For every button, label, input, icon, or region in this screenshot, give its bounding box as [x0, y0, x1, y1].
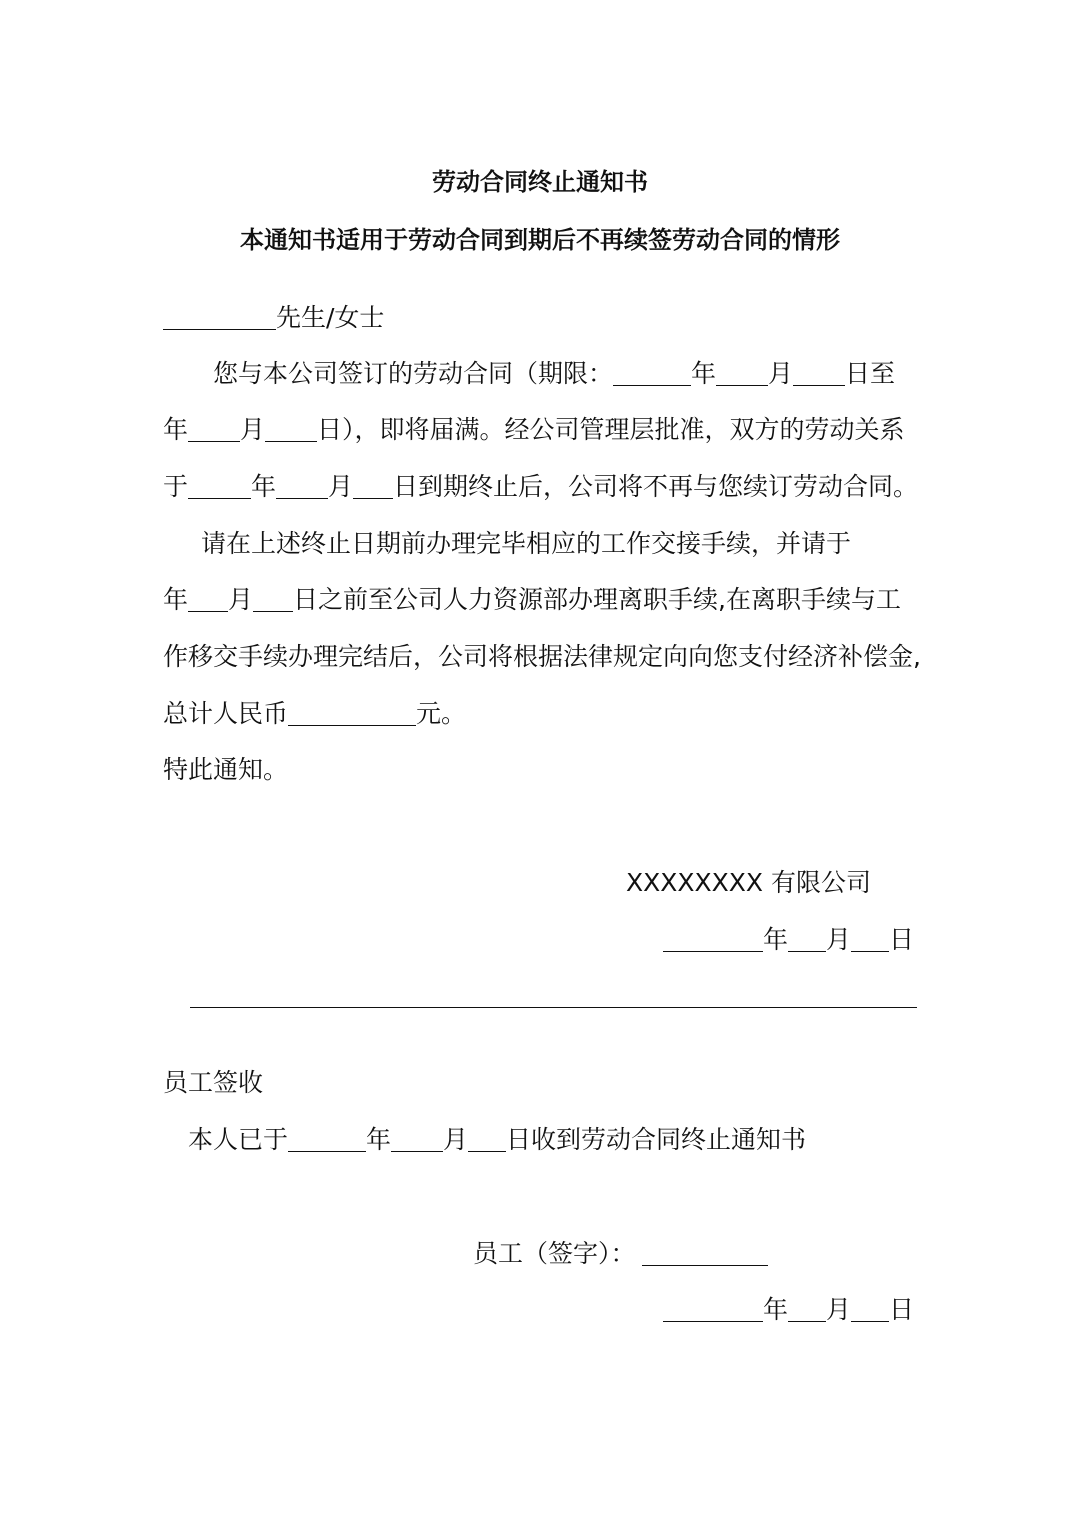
- receipt-heading: 员工签收: [163, 1068, 264, 1097]
- compensation-amount-blank: [288, 699, 416, 726]
- paragraph1-line2: 年 月 日），即将届满。经公司管理层批准，双方的劳动关系: [163, 415, 905, 444]
- paragraph2-line2: 年 月 日之前至公司人力资源部办理离职手续,在离职手续与工: [163, 585, 901, 614]
- paragraph2-line1: 请在上述终止日期前办理完毕相应的工作交接手续，并请于: [201, 529, 852, 558]
- end-day-blank: [265, 415, 317, 442]
- document-title: 劳动合同终止通知书: [432, 168, 648, 196]
- receipt-day-blank: [468, 1125, 506, 1152]
- closing-text: 特此通知。: [163, 755, 289, 784]
- start-year-blank: [613, 359, 691, 386]
- salutation: 先生/女士: [276, 303, 385, 332]
- signature-line: [473, 1238, 768, 1270]
- signature-label: 员工（签字）：: [473, 1239, 636, 1268]
- paragraph2-line3: 作移交手续办理完结后，公司将根据法律规定向向您支付经济补偿金,: [163, 642, 921, 671]
- receipt-statement: 本人已于 年 月 日收到劳动合同终止通知书: [188, 1125, 807, 1154]
- handover-day-blank: [253, 585, 293, 612]
- employee-year-blank: [663, 1295, 763, 1322]
- end-month-blank: [188, 415, 240, 442]
- company-year-blank: [663, 925, 763, 952]
- employee-day-blank: [851, 1295, 889, 1322]
- start-day-blank: [793, 359, 845, 386]
- signature-blank: [642, 1239, 768, 1266]
- employee-date: 年 月 日: [663, 1294, 914, 1326]
- paragraph2-line4: 总计人民币 元。: [163, 699, 467, 728]
- name-blank: [163, 303, 276, 330]
- termination-month-blank: [276, 472, 328, 499]
- company-name: XXXXXXXX 有限公司: [626, 868, 871, 897]
- separator-line: [190, 1007, 917, 1008]
- employee-month-blank: [788, 1295, 826, 1322]
- receipt-month-blank: [391, 1125, 443, 1152]
- document-subtitle: 本通知书适用于劳动合同到期后不再续签劳动合同的情形: [240, 226, 840, 254]
- handover-month-blank: [188, 585, 228, 612]
- company-month-blank: [788, 925, 826, 952]
- company-day-blank: [851, 925, 889, 952]
- start-month-blank: [716, 359, 768, 386]
- paragraph1-line3: 于 年 月 日到期终止后，公司将不再与您续订劳动合同。: [163, 472, 919, 501]
- termination-year-blank: [188, 472, 251, 499]
- company-date: 年 月 日: [663, 924, 914, 956]
- paragraph1-line1: 您与本公司签订的劳动合同（期限： 年 月 日至: [213, 359, 896, 388]
- termination-day-blank: [353, 472, 393, 499]
- receipt-year-blank: [288, 1125, 366, 1152]
- salutation-line: [163, 302, 384, 334]
